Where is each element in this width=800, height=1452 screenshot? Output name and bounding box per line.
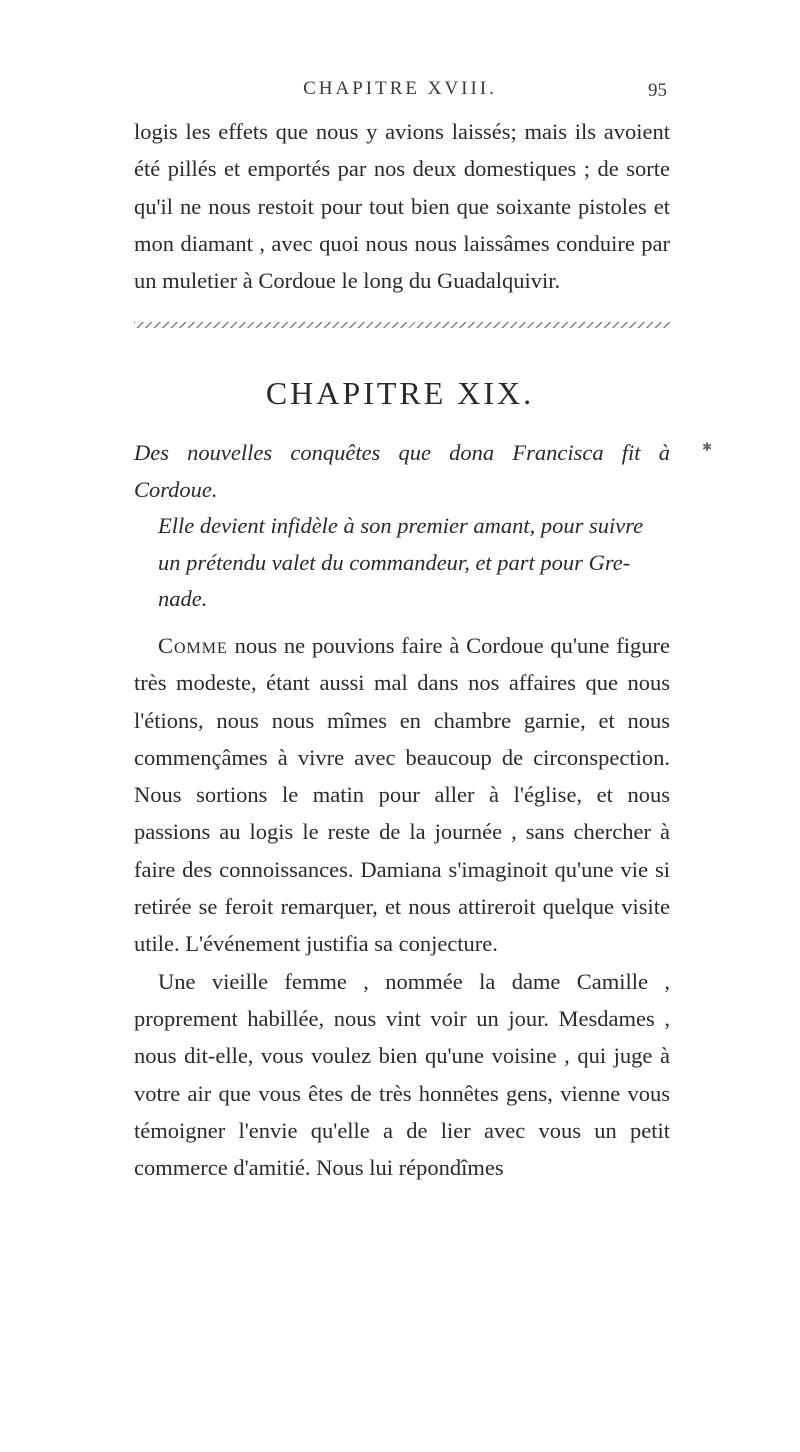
chapter-summary bbox=[134, 435, 670, 618]
opening-word: Comme bbox=[158, 633, 228, 658]
summary-line: nade. bbox=[158, 586, 208, 611]
body-text bbox=[134, 627, 670, 1186]
body-paragraph bbox=[134, 627, 670, 963]
chapter-heading: CHAPITRE XIX. bbox=[265, 375, 535, 411]
running-title: CHAPITRE XVIII. bbox=[303, 78, 497, 99]
summary-line: Des nouvelles conquêtes que dona Francisca fit à Cordoue. bbox=[134, 440, 670, 502]
section-separator bbox=[134, 322, 670, 328]
page-number: 95 bbox=[648, 80, 667, 101]
running-head bbox=[0, 78, 800, 108]
summary-line: Elle devient infidèle à son premier amant, pour suivre bbox=[158, 513, 644, 538]
margin-mark: ✱ bbox=[702, 440, 713, 454]
continuation-paragraph-block bbox=[134, 113, 670, 299]
summary-line: un prétendu valet du commandeur, et part pour Gre- bbox=[158, 549, 631, 575]
paragraph-text: nous ne pouvions faire à Cordoue qu'une figure très modeste, étant aussi mal dans nos affaires que nous l'étions, nous nous mîmes en chambre garnie, et nous commençâmes à vivre avec beaucoup de circonspection. Nous sortions le matin pour aller à l'église, et nous passions au logis le reste de la journée , sans chercher à faire des connoissances. Damiana s'imaginoit qu'une vie si retirée se feroit remarquer, et nous attireroit quelque visite utile. L'événement justifia sa conjecture. bbox=[134, 633, 670, 957]
body-paragraph: Une vieille femme , nommée la dame Camille , proprement habillée, nous vint voir un jour. Mesdames , nous dit-elle, vous voulez bien qu'une voisine , qui juge à votre air que vous êtes de très honnêtes gens, vienne vous témoigner l'envie qu'elle a de lier avec vous un petit commerce d'amitié. Nous lui répondîmes bbox=[134, 968, 670, 1181]
continuation-paragraph: logis les effets que nous y avions laissés; mais ils avoient été pillés et emportés par nos deux domestiques ; de sorte qu'il ne nous restoit pour tout bien que soixante pistoles et mon diamant , avec quoi nous nous laissâmes conduire par un muletier à Cordoue le long du Guadalquivir. bbox=[134, 119, 670, 294]
